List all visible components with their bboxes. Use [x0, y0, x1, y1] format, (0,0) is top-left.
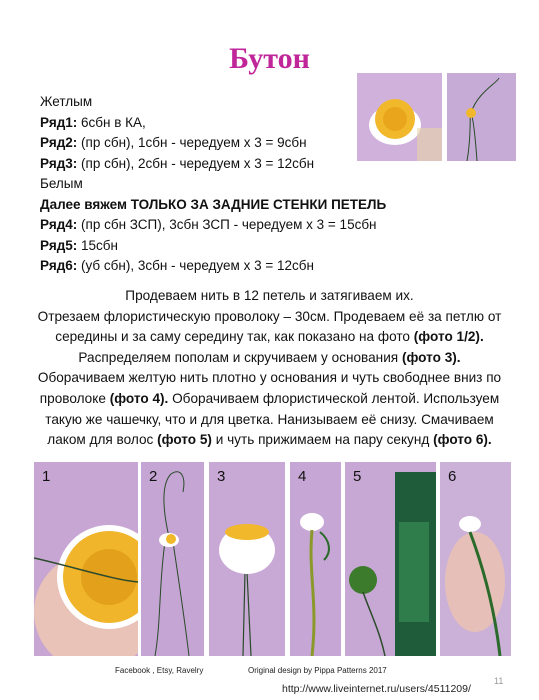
instruction-line: Распределяем пополам и скручиваем у основания (фото 3).: [78, 349, 461, 365]
photo-number: 4: [298, 468, 307, 485]
top-photo-wire: [447, 73, 516, 161]
footer-links: Facebook , Etsy, Ravelry: [115, 666, 204, 675]
step-photo-3: [209, 462, 285, 656]
pattern-line: Ряд3: (пр сбн), 2сбн - чередуем х 3 = 12сбн: [40, 155, 315, 171]
instruction-line: Оборачиваем желтую нить плотно у основания и чуть свободнее вниз по: [37, 370, 502, 386]
pattern-line: Белым: [40, 176, 83, 191]
step-photo-2: [141, 462, 204, 656]
photo-number: 5: [353, 468, 362, 485]
pattern-line: Ряд5: 15сбн: [40, 237, 118, 253]
pattern-line: Ряд1: 6сбн в КА,: [40, 114, 146, 130]
pattern-line: Жетлым: [40, 94, 93, 109]
instruction-line: середины и за саму середину так, как показано на фото (фото 1/2).: [55, 329, 484, 345]
photo-number: 2: [149, 468, 158, 485]
instruction-line: Продеваем нить в 12 петель и затягиваем их.: [125, 288, 414, 303]
page-title: Бутон: [229, 42, 310, 75]
instruction-line: проволоке (фото 4). Оборачиваем флористической лентой. Используем: [39, 390, 500, 406]
step-photo-5: [345, 462, 436, 656]
step-photo-1: [34, 462, 138, 656]
pattern-rows: [40, 92, 386, 277]
photo-number: 1: [42, 468, 51, 485]
page-number: 11: [494, 676, 504, 686]
footer-credit: Original design by Pippa Patterns 2017: [248, 666, 387, 675]
instruction-line: такую же чашечку, что и для цветка. Нанизываем её снизу. Смачиваем: [45, 411, 494, 427]
instruction-line: Отрезаем флористическую проволоку – 30см. Продеваем её за петлю от: [37, 308, 502, 324]
instruction-line: лаком для волос (фото 5) и чуть прижимаем на пару секунд (фото 6).: [47, 432, 492, 448]
pattern-line: Ряд2: (пр сбн), 1сбн - чередуем х 3 = 9сбн: [40, 135, 307, 150]
step-photo-4: [290, 462, 341, 656]
photo-number: 6: [448, 468, 457, 485]
pattern-line: Далее вяжем ТОЛЬКО ЗА ЗАДНИЕ СТЕНКИ ПЕТЕЛЬ: [40, 196, 387, 212]
pattern-line: Ряд4: (пр сбн ЗСП), 3сбн ЗСП - чередуем х 3 = 15сбн: [40, 217, 377, 232]
source-url: http://www.liveinternet.ru/users/4511209/: [282, 683, 471, 695]
instructions: [0, 286, 539, 451]
step-photo-6: [440, 462, 511, 656]
photo-number: 3: [217, 468, 226, 485]
pattern-line: Ряд6: (уб сбн), 3сбн - чередуем х 3 = 12сбн: [40, 258, 314, 273]
